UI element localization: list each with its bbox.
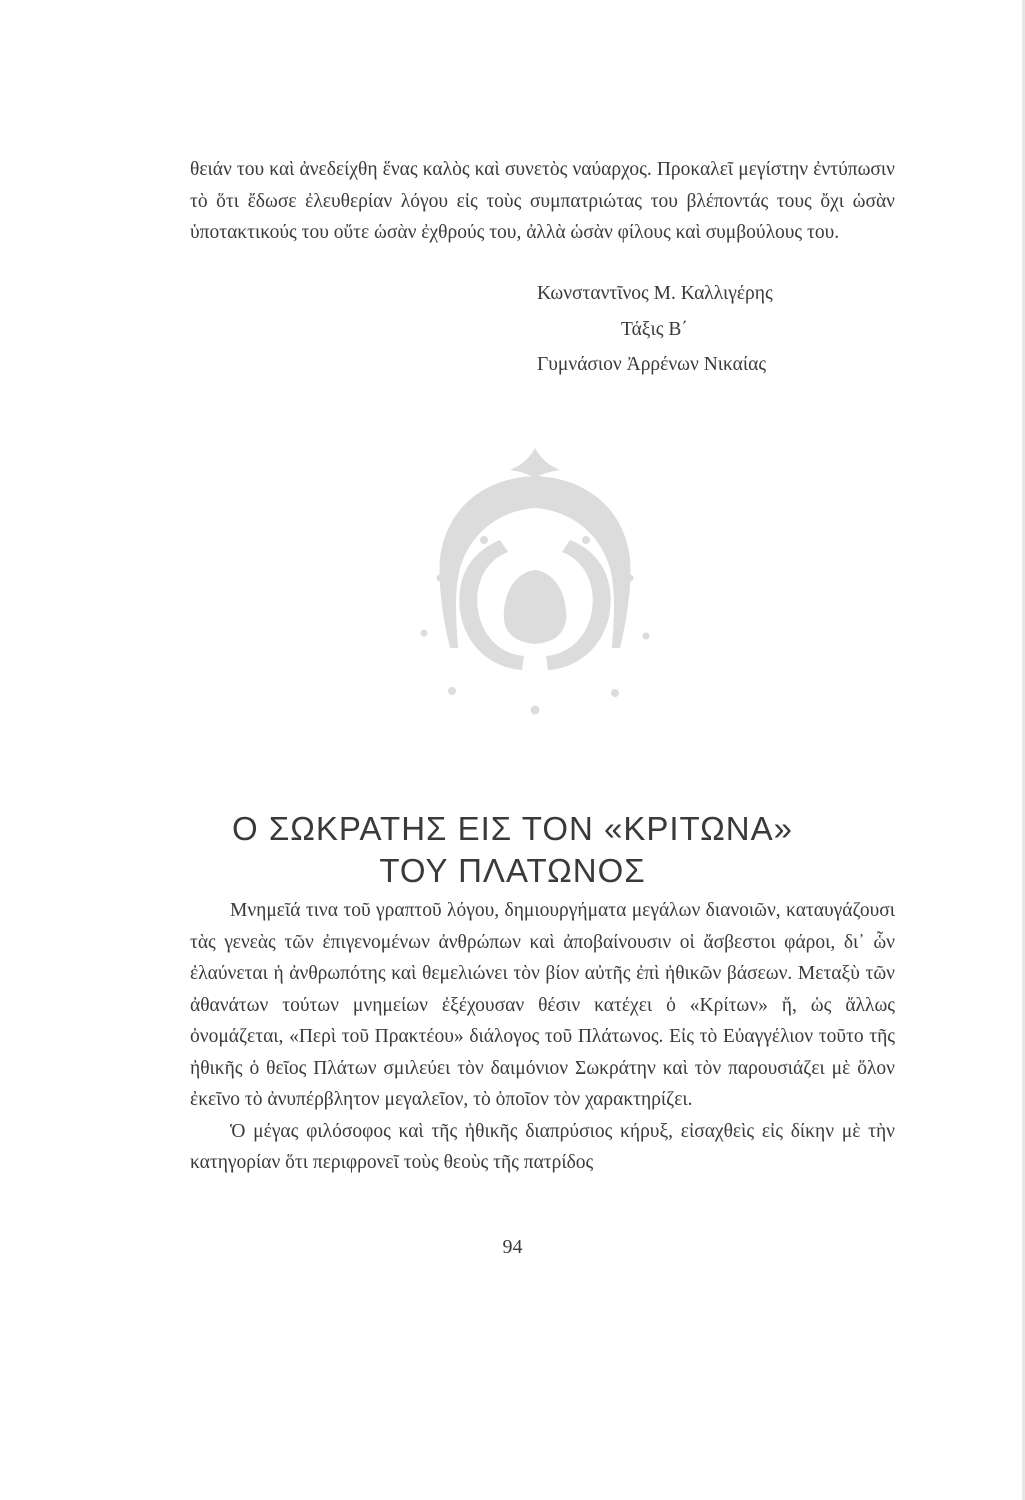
article-title [150, 808, 875, 892]
top-paragraph: θειάν του καὶ ἀνεδείχθη ἕνας καλὸς καὶ συνετὸς ναύαρχος. Προκαλεῖ μεγίστην ἐντύπωσιν τὸ ὅτι ἔδωσε ἐλευθερίαν λόγου εἰς τοὺς συμπατριώτας του βλέποντάς τους ὄχι ὡσὰν ὑποτακτικούς του οὔτε ὡσὰν ἐχθρούς του, ἀλλὰ ὡσὰν φίλους καὶ συμβούλους του. [190, 159, 895, 243]
article-title-line-2: ΤΟΥ ΠΛΑΤΩΝΟΣ [379, 852, 646, 889]
article-paragraph-1: Μνημεῖά τινα τοῦ γραπτοῦ λόγου, δημιουργήματα μεγάλων διανοιῶν, καταυγάζουσι τὰς γενεὰς τῶν ἐπιγενομένων ἀνθρώπων καὶ ἀποβαίνουσιν οἱ ἄσβεστοι φάροι, δι᾽ ὧν ἐλαύνεται ἡ ἀνθρωπότης καὶ θεμελιώνει τὸν βίον αὐτῆς ἐπὶ ἠθικῶν βάσεων. Μεταξὺ τῶν ἀθανάτων τούτων μνημείων ἐξέχουσαν θέσιν κατέχει ὁ «Κρίτων» ἤ, ὡς ἄλλως ὀνομάζεται, «Περὶ τοῦ Πρακτέου» διάλογος τοῦ Πλάτωνος. Εἰς τὸ Εὐαγγέλιον τοῦτο τῆς ἠθικῆς ὁ θεῖος Πλάτων σμιλεύει τὸν δαιμόνιον Σωκράτην καὶ τὸν παρουσιάζει μὲ ὅλον ἐκεῖνο τὸ ἀνυπέρβλητον μεγαλεῖον, τὸ ὁποῖον τὸν χαρακτηρίζει. [190, 900, 895, 1110]
signature-name: Κωνσταντῖνος Μ. Καλλιγέρης [537, 283, 773, 304]
article-paragraph-2: Ὁ μέγας φιλόσοφος καὶ τῆς ἠθικῆς διαπρύσιος κήρυξ, εἰσαχθεὶς εἰς δίκην μὲ τὴν κατηγορίαν ὅτι περιφρονεῖ τοὺς θεοὺς τῆς πατρίδος [190, 1120, 895, 1173]
article-title-line-1: Ο ΣΩΚΡΑΤΗΣ ΕΙΣ ΤΟΝ «ΚΡΙΤΩΝΑ» [232, 810, 793, 847]
decorative-ornament-icon [410, 448, 660, 723]
signature-class: Τάξις Β΄ [621, 319, 688, 340]
page-number: 94 [502, 1236, 523, 1258]
article-body [190, 895, 895, 1179]
signature-school: Γυμνάσιον Ἀρρένων Νικαίας [537, 354, 767, 375]
